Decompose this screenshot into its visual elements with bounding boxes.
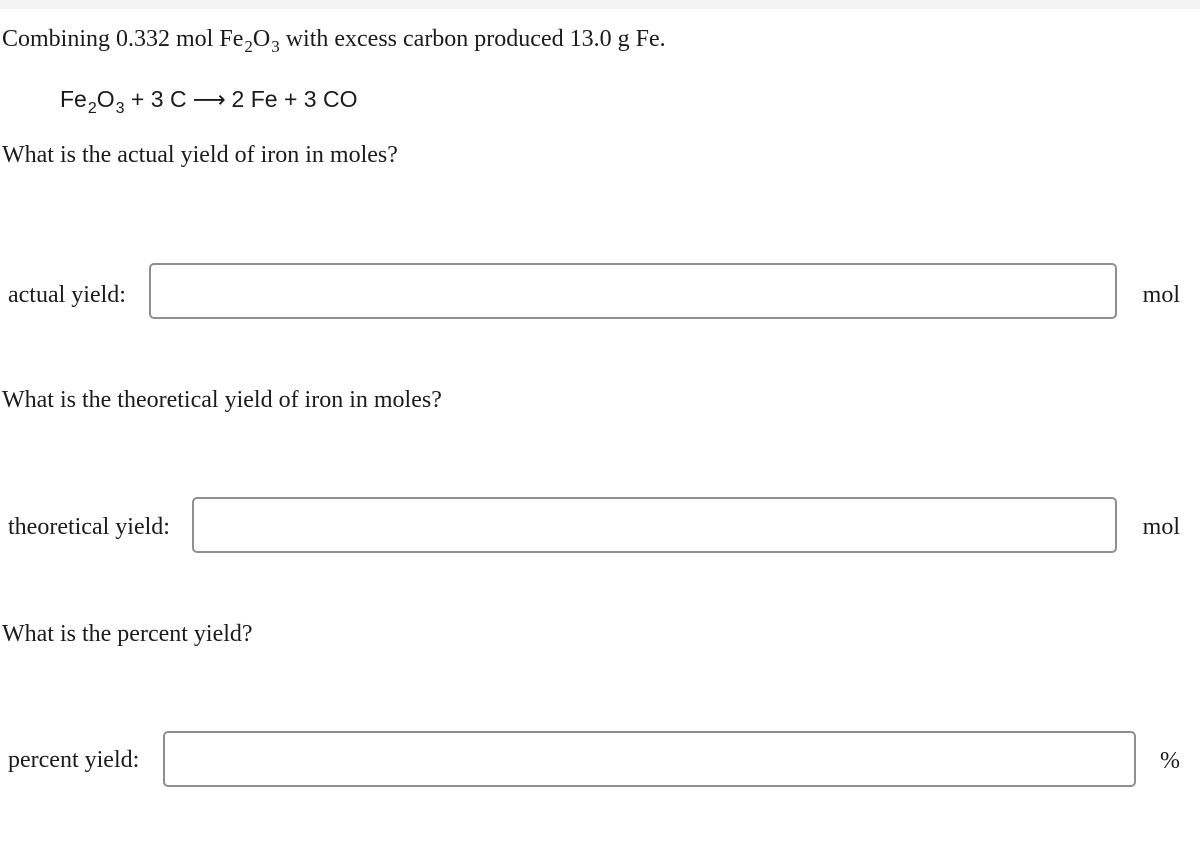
actual-yield-input[interactable]: [149, 263, 1117, 319]
theoretical-yield-label: theoretical yield:: [8, 514, 170, 540]
theoretical-yield-input[interactable]: [192, 497, 1117, 553]
theoretical-yield-question: What is the theoretical yield of iron in moles?: [2, 387, 442, 413]
problem-statement: Combining 0.332 mol $Fe_2O_3$ with excess carbon produced 13.0 g Fe.: [2, 26, 666, 56]
actual-yield-unit: mol: [1142, 282, 1180, 308]
theoretical-yield-unit: mol: [1142, 514, 1180, 540]
percent-yield-unit: %: [1160, 748, 1180, 774]
percent-yield-label: percent yield:: [8, 747, 140, 773]
percent-yield-input[interactable]: [163, 731, 1136, 787]
chemical-equation: $Fe_2O_3 + 3$ C ⟶ 2 Fe + 3 CO: [60, 86, 358, 117]
actual-yield-label: actual yield:: [8, 282, 126, 308]
reaction-arrow-icon: ⟶: [192, 86, 226, 112]
actual-yield-question: What is the actual yield of iron in moles?: [2, 142, 398, 168]
percent-yield-question: What is the percent yield?: [2, 621, 253, 647]
top-bar: [0, 0, 1200, 9]
